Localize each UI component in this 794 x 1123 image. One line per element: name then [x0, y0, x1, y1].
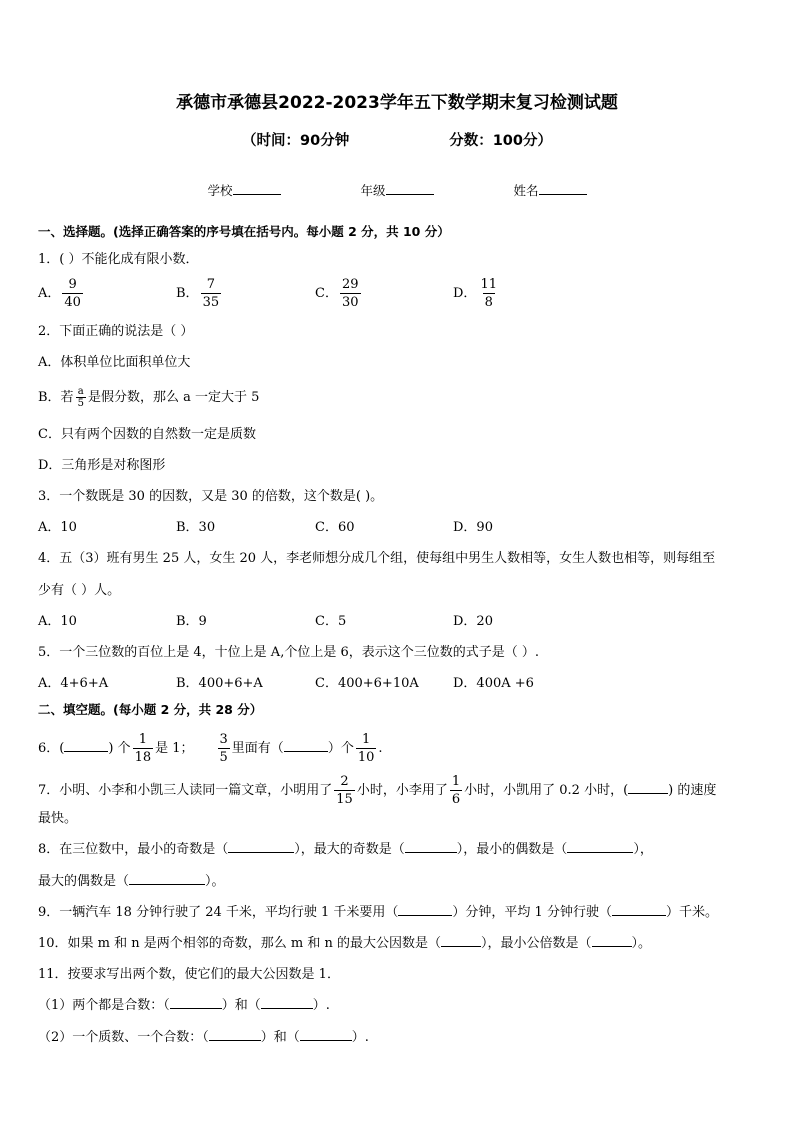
school-field[interactable]: 学校 — [207, 181, 280, 199]
q8-blank-3[interactable] — [567, 852, 633, 853]
fraction: $\frac{3}{5}$ — [219, 732, 228, 765]
q2-stem: 2．下面正确的说法是（ ） — [38, 324, 194, 339]
q11-stem: 11．按要求写出两个数，使它们的最大公因数是 1． — [38, 967, 340, 982]
fraction: $\frac{1}{18}$ — [134, 732, 152, 765]
q7-blank[interactable] — [628, 793, 668, 794]
q7: 7．小明、小李和小凯三人读同一篇文章，小明用了 $\frac{2}{15}$ 小时，小李用了 $\frac{1}{6}$ 小时，小凯用了 0.2 小时，( ) 的速度 — [38, 774, 717, 807]
exam-info — [0, 129, 794, 150]
q1-option-c[interactable]: C． $\frac{29}{30}$ — [315, 277, 359, 310]
section-2-heading: 二、填空题。(每小题 2 分，共 28 分） — [38, 702, 263, 717]
q3-option-a[interactable]: A．10 — [38, 520, 77, 535]
q5-option-a[interactable]: A．4+6+A — [38, 676, 109, 691]
fraction: $\frac{a}{5}$ — [77, 386, 84, 409]
q11-1-blank-1[interactable] — [170, 1008, 222, 1009]
q8-blank-2[interactable] — [405, 852, 457, 853]
fraction: $\frac{29}{30}$ — [341, 277, 359, 310]
q1-option-d[interactable]: D． $\frac{11}{8}$ — [453, 277, 497, 310]
name-field[interactable]: 姓名 — [513, 181, 586, 199]
student-info-fields — [0, 181, 794, 199]
q2-option-c[interactable]: C．只有两个因数的自然数一定是质数 — [38, 427, 256, 442]
fraction: $\frac{1}{10}$ — [357, 732, 375, 765]
q4-option-c[interactable]: C．5 — [315, 614, 347, 629]
grade-field[interactable]: 年级 — [360, 181, 433, 199]
q8: 8．在三位数中，最小的奇数是（ ），最大的奇数是（ ），最小的偶数是（ ）， — [38, 842, 653, 857]
time-info: （时间：90分钟 — [242, 133, 350, 149]
q11-part-2: （2）一个质数、一个合数：（ ）和（ ）. — [38, 1030, 369, 1045]
q9: 9．一辆汽车 18 分钟行驶了 24 千米，平均行驶 1 千米要用（ ）分钟，平均 1 分钟行驶（ ）千米。 — [38, 905, 718, 920]
q3-option-c[interactable]: C．60 — [315, 520, 355, 535]
q10-blank-1[interactable] — [441, 946, 481, 947]
q8-continued: 最大的偶数是（ ）。 — [38, 874, 225, 889]
q11-part-1: （1）两个都是合数：（ ）和（ ）. — [38, 998, 330, 1013]
q4-option-a[interactable]: A．10 — [38, 614, 77, 629]
fraction: $\frac{11}{8}$ — [480, 277, 497, 310]
q11-2-blank-1[interactable] — [209, 1040, 261, 1041]
section-1-heading: 一、选择题。(选择正确答案的序号填在括号内。每小题 2 分，共 10 分） — [38, 224, 450, 239]
q4-stem: 4．五（3）班有男生 25 人，女生 20 人，李老师想分成几个组，使每组中男生人数相等，女生人数也相等，则每组至 — [38, 551, 716, 566]
q1-option-b[interactable]: B． $\frac{7}{35}$ — [176, 277, 220, 310]
q2-option-b[interactable]: B．若 $\frac{a}{5}$ 是假分数，那么 a 一定大于 5 — [38, 386, 260, 409]
q4-option-d[interactable]: D．20 — [453, 614, 493, 629]
q8-blank-1[interactable] — [228, 852, 294, 853]
q5-option-c[interactable]: C．400+6+10A — [315, 676, 419, 691]
q9-blank-2[interactable] — [612, 915, 666, 916]
fraction: $\frac{1}{6}$ — [451, 774, 461, 807]
q2-option-a[interactable]: A．体积单位比面积单位大 — [38, 355, 191, 370]
q6-blank-2[interactable] — [284, 751, 328, 752]
q2-option-d[interactable]: D．三角形是对称图形 — [38, 458, 166, 473]
q5-stem: 5．一个三位数的百位上是 4，十位上是 A,个位上是 6，表示这个三位数的式子是（ ）. — [38, 645, 539, 660]
q3-stem: 3．一个数既是 30 的因数，又是 30 的倍数，这个数是( )。 — [38, 489, 384, 504]
q1-stem: 1．( ）不能化成有限小数． — [38, 252, 199, 267]
q10-blank-2[interactable] — [592, 946, 632, 947]
q11-2-blank-2[interactable] — [300, 1040, 352, 1041]
fraction: $\frac{2}{15}$ — [336, 774, 353, 807]
q11-1-blank-2[interactable] — [261, 1008, 313, 1009]
q9-blank-1[interactable] — [398, 915, 452, 916]
q10: 10．如果 m 和 n 是两个相邻的奇数，那么 m 和 n 的最大公因数是（ ），最小公倍数是（ ）。 — [38, 936, 652, 951]
fraction: $\frac{9}{40}$ — [64, 277, 81, 310]
q6-blank-1[interactable] — [64, 751, 108, 752]
q1-option-a[interactable]: A． $\frac{9}{40}$ — [38, 277, 81, 310]
score-info: 分数：100分） — [449, 133, 552, 149]
q5-option-b[interactable]: B．400+6+A — [176, 676, 263, 691]
q5-option-d[interactable]: D．400A +6 — [453, 676, 534, 691]
q8-blank-4[interactable] — [129, 884, 205, 885]
page-title: 承德市承德县2022-2023学年五下数学期末复习检测试题 — [176, 93, 618, 113]
q4-stem-continued: 少有（ ）人。 — [38, 583, 121, 598]
q7-continued: 最快。 — [38, 811, 78, 826]
q6: 6．( ) 个 $\frac{1}{18}$ 是 1； $\frac{3}{5}$ 里面有（ ）个 $\frac{1}{10}$ . — [38, 732, 383, 765]
q4-option-b[interactable]: B．9 — [176, 614, 207, 629]
fraction: $\frac{7}{35}$ — [202, 277, 220, 310]
q3-option-b[interactable]: B．30 — [176, 520, 216, 535]
q3-option-d[interactable]: D．90 — [453, 520, 493, 535]
